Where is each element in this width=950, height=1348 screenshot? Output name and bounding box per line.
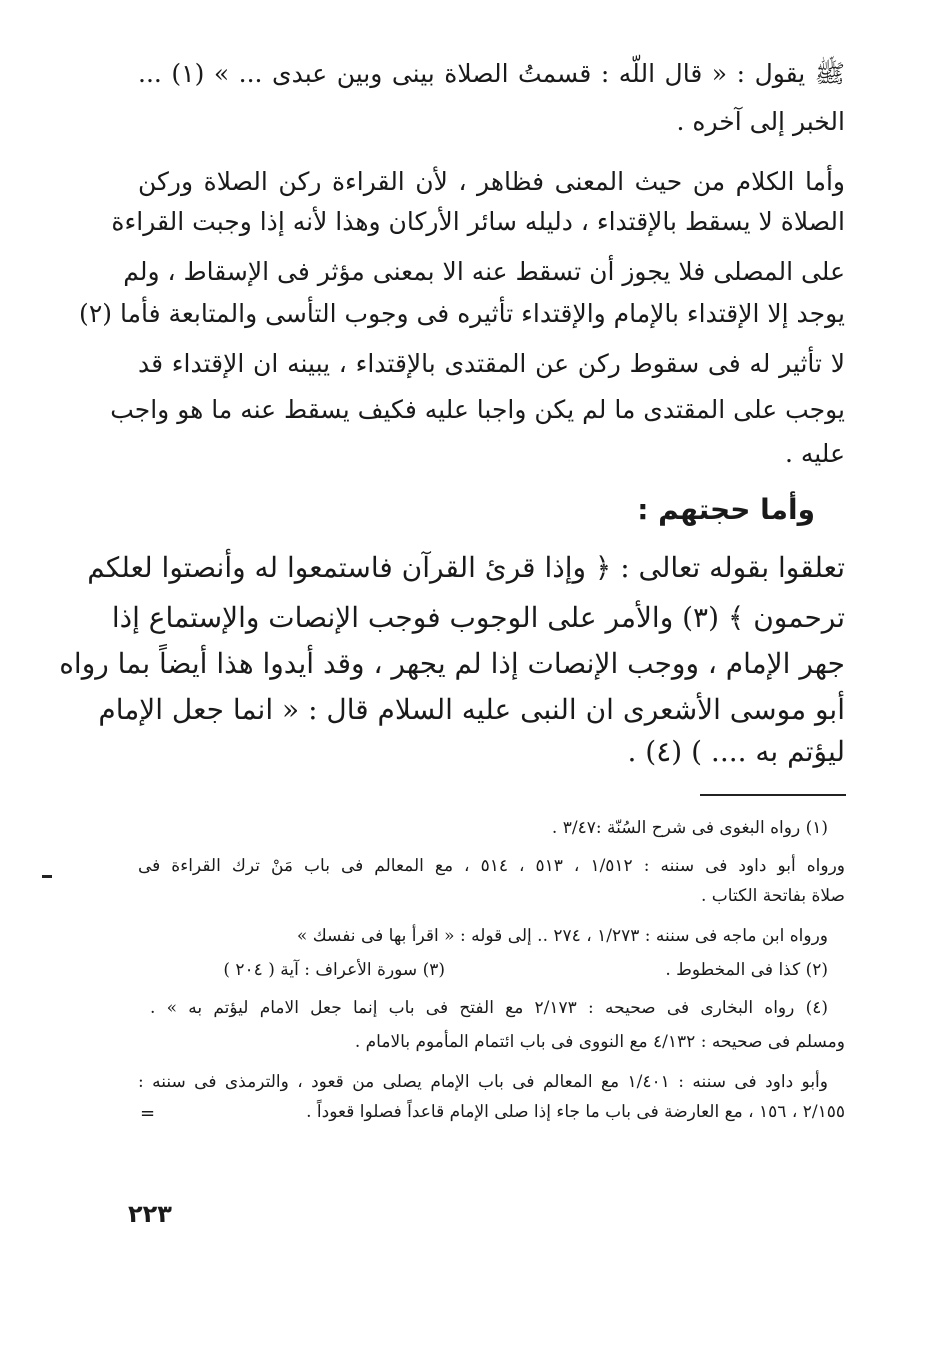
text-line: وأما الكلام من حيث المعنى فظاهر ، لأن القراءة ركن الصلاة وركن xyxy=(138,167,845,196)
text-line: يوجب على المقتدى ما لم يكن واجبا عليه فكيف يسقط عنه ما هو واجب xyxy=(110,395,845,424)
footnote-1-line: ورواه أبو داود فى سننه : ١/٥١٢ ، ٥١٣ ، ٥١٤ ، مع المعالم فى باب مَنْ ترك القراءة فى xyxy=(138,856,846,876)
footnote-4-line: وأبو داود فى سننه : ١/٤٠١ مع المعالم فى باب الإمام يصلى من قعود ، والترمذى فى سننه : xyxy=(138,1072,828,1092)
text-line: يوجد إلا الإقتداء بالإمام والإقتداء تأثيره فى وجوب التأسى والمتابعة فأما (٢) xyxy=(79,299,845,328)
text-line: أبو موسى الأشعرى ان النبى عليه السلام قال : « انما جعل الإمام xyxy=(98,693,845,726)
text-line: عليه . xyxy=(784,439,845,468)
text-line: الخبر إلى آخره . xyxy=(676,107,845,136)
footnote-separator xyxy=(700,794,846,796)
page-number: ٢٢٣ xyxy=(128,1200,172,1228)
text-line: ليؤتم به .... ) (٤) . xyxy=(627,735,845,768)
continuation-mark: = xyxy=(140,1103,156,1124)
footnote-1-line: صلاة بفاتحة الكتاب . xyxy=(700,886,845,906)
footnote-1-line: ورواه ابن ماجه فى سننه : ١/٢٧٣ ، ٢٧٤ .. إلى قوله : « اقرأ بها فى نفسك » xyxy=(296,926,828,946)
text-line: ترحمون ﴾ (٣) والأمر على الوجوب فوجب الإنصات والإستماع إذا xyxy=(111,601,845,634)
footnote-4-line: ٢/١٥٥ ، ١٥٦ ، مع العارضة فى باب ما جاء إذا صلى الإمام قاعداً فصلوا قعوداً . xyxy=(306,1102,845,1122)
text-line: لا تأثير له فى سقوط ركن عن المقتدى بالإقتداء ، يبينه ان الإقتداء قد xyxy=(138,349,845,378)
footnote-4: (٤) رواه البخارى فى صحيحه : ٢/١٧٣ مع الفتح فى باب إنما جعل الامام ليؤتم به » . xyxy=(150,998,828,1018)
section-heading: وأما حجتهم : xyxy=(637,493,815,526)
footnote-2: (٢) كذا فى المخطوط . xyxy=(665,960,828,980)
text-line: تعلقوا بقوله تعالى : ﴿ وإذا قرئ القرآن فاستمعوا له وأنصتوا لعلكم xyxy=(87,551,845,584)
footnote-1: (١) رواه البغوى فى شرح السُنّة :٣/٤٧ . xyxy=(551,818,828,838)
text-line: الصلاة لا يسقط بالإقتداء ، دليله سائر الأركان وهذا لأنه إذا وجبت القراءة xyxy=(111,207,845,236)
text-line: على المصلى فلا يجوز أن تسقط عنه الا بمعنى مؤثر فى الإسقاط ، ولم xyxy=(123,257,845,286)
footnote-4-line: ومسلم فى صحيحه : ٤/١٣٢ مع النووى فى باب ائتمام المأموم بالامام . xyxy=(354,1032,845,1052)
margin-mark xyxy=(42,875,52,878)
footnote-3: (٣) سورة الأعراف : آية ( ٢٠٤ ) xyxy=(223,960,445,980)
text-line: ﷺ يقول : « قال اللّه : قسمتُ الصلاة بينى وبين عبدى ... » (١) ... xyxy=(138,59,845,88)
text-line: جهر الإمام ، ووجب الإنصات إذا لم يجهر ، وقد أيدوا هذا أيضاً بما رواه xyxy=(59,647,845,680)
